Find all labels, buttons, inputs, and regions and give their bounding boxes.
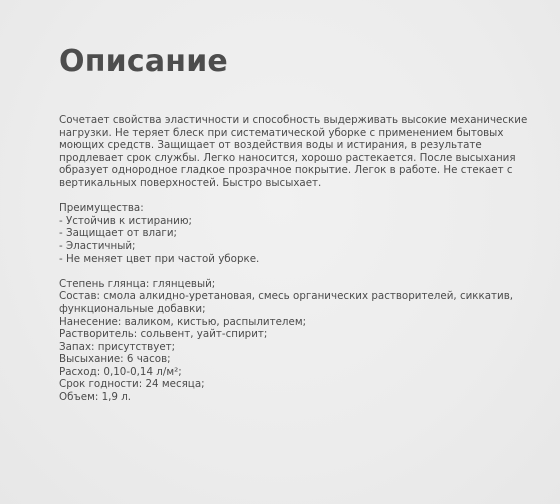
description-line: образует однородное гладкое прозрачное покрытие. Легок в работе. Не стекает с xyxy=(59,164,513,177)
spec-item: Нанесение: валиком, кистью, распылителем; xyxy=(59,315,307,328)
advantage-item: - Защищает от влаги; xyxy=(59,227,178,240)
specs-list xyxy=(59,278,529,404)
spec-item: Срок годности: 24 месяца; xyxy=(59,378,205,391)
page-title: Описание xyxy=(59,44,228,79)
spec-item: Расход: 0,10-0,14 л/м²; xyxy=(59,365,182,378)
spec-item: Запах: присутствует; xyxy=(59,340,176,353)
spec-item: Состав: смола алкидно-уретановая, смесь органических растворителей, сиккатив, xyxy=(59,290,514,303)
spec-item: Объем: 1,9 л. xyxy=(59,391,132,404)
spec-item: Степень глянца: глянцевый; xyxy=(59,277,216,290)
description-line: продлевает срок службы. Легко наносится, хорошо растекается. После высыхания xyxy=(59,151,516,164)
advantage-item: - Эластичный; xyxy=(59,239,136,252)
spec-item: Растворитель: сольвент, уайт-спирит; xyxy=(59,328,268,341)
description-line: моющих средств. Защищает от воздействия воды и истирания, в результате xyxy=(59,139,482,152)
description-line: вертикальных поверхностей. Быстро высыхает. xyxy=(59,176,322,189)
description-paragraph xyxy=(59,114,529,190)
spec-item: функциональные добавки; xyxy=(59,302,206,315)
spec-item: Высыхание: 6 часов; xyxy=(59,353,171,366)
advantage-item: - Устойчив к истиранию; xyxy=(59,214,192,227)
description-content xyxy=(59,114,529,404)
advantages-heading: Преимущества: xyxy=(59,202,144,215)
advantage-item: - Не меняет цвет при частой уборке. xyxy=(59,252,260,265)
advantages-list xyxy=(59,202,529,265)
description-line: нагрузки. Не теряет блеск при систематической уборке с применением бытовых xyxy=(59,126,504,139)
description-line: Сочетает свойства эластичности и способность выдерживать высокие механические xyxy=(59,114,528,126)
